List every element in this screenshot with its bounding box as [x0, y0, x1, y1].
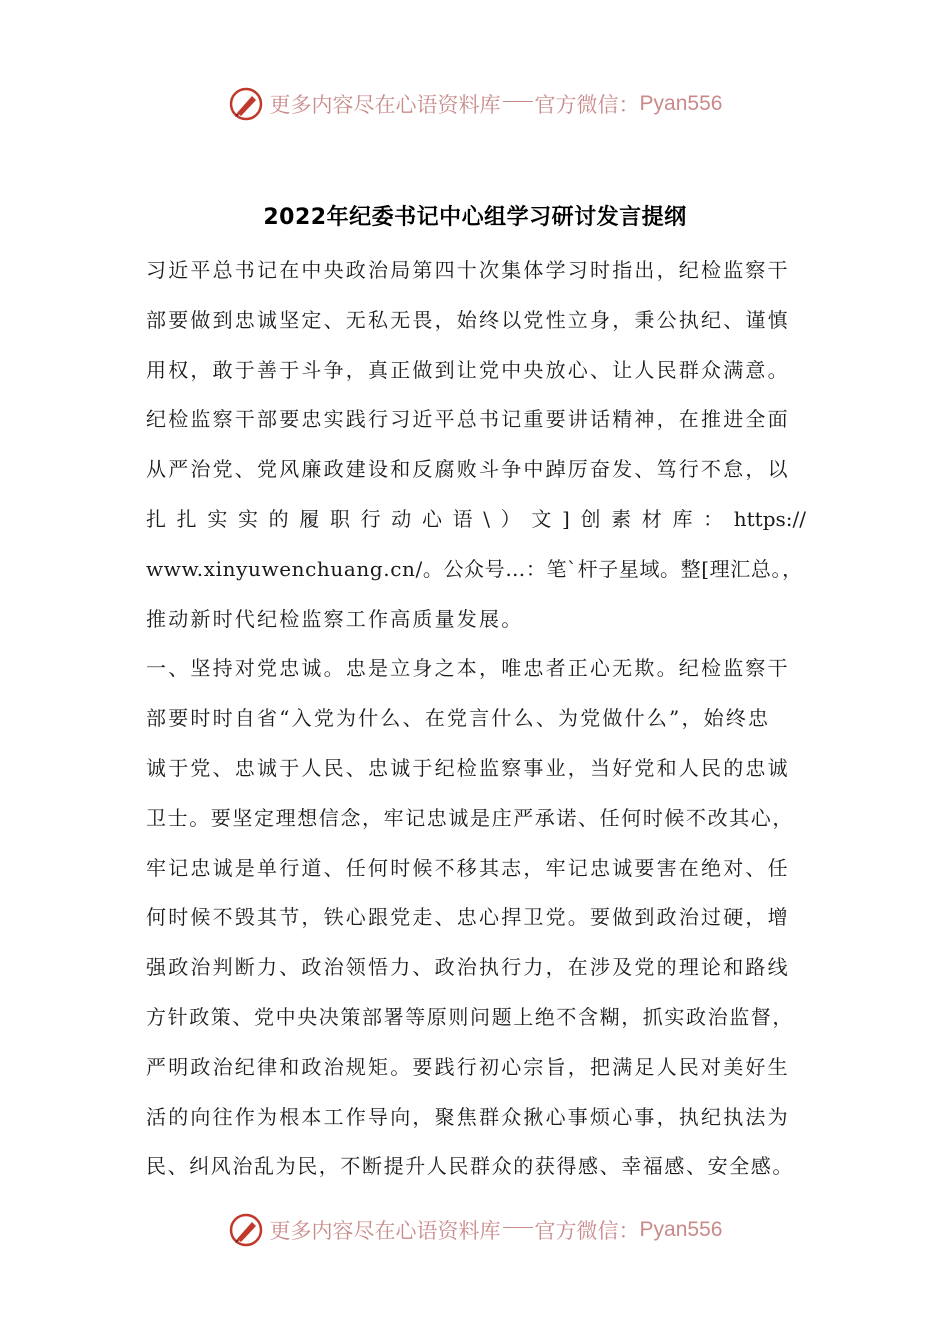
- body-line: 活的向往作为根本工作导向，聚焦群众揪心事烦心事，执纪执法为: [146, 1104, 790, 1129]
- body-line: 一、坚持对党忠诚。忠是立身之本，唯忠者正心无欺。纪检监察干: [146, 656, 790, 681]
- watermark-contact-id: Pyan556: [639, 92, 723, 115]
- watermark-text: 更多内容尽在心语资料库: [269, 1219, 501, 1243]
- body-line: 从严治党、党风廉政建设和反腐败斗争中踔厉奋发、笃行不怠，以: [146, 457, 790, 482]
- header-watermark: [0, 80, 950, 128]
- body-line: 牢记忠诚是单行道、任何时候不移其志，牢记忠诚要害在绝对、任: [146, 855, 790, 880]
- body-line: 纪检监察干部要忠实践行习近平总书记重要讲话精神，在推进全面: [146, 407, 790, 432]
- body-line: 严明政治纪律和政治规矩。要践行初心宗旨，把满足人民对美好生: [146, 1054, 790, 1079]
- watermark-dash: [503, 101, 533, 102]
- body-line: 卫士。要坚定理想信念，牢记忠诚是庄严承诺、任何时候不改其心，: [146, 805, 794, 830]
- watermark-contact-id: Pyan556: [639, 1218, 723, 1241]
- body-line: 推动新时代纪检监察工作高质量发展。: [146, 606, 524, 631]
- body-line-spaced: 扎扎实实的履职行动心语\）文]创素材库：https://: [146, 506, 806, 531]
- document-title: 2022年纪委书记中心组学习研讨发言提纲: [263, 205, 687, 230]
- body-line: 用权，敢于善于斗争，真正做到让党中央放心、让人民群众满意。: [146, 357, 790, 382]
- document-body: [146, 246, 806, 1192]
- body-line: 部要做到忠诚坚定、无私无畏，始终以党性立身，秉公执纪、谨慎: [146, 307, 790, 332]
- watermark-text: 更多内容尽在心语资料库: [269, 93, 501, 117]
- watermark-contact-label: 官方微信：: [534, 1219, 640, 1243]
- pen-logo-icon: [228, 1212, 264, 1248]
- body-line: 部要时时自省“入党为什么、在党言什么、为党做什么”，始终忠: [146, 706, 771, 731]
- pen-logo-icon: [228, 86, 264, 122]
- body-line: 民、纠风治乱为民，不断提升人民群众的获得感、幸福感、安全感。: [146, 1154, 794, 1179]
- body-line: 何时候不毁其节，铁心跟党走、忠心捍卫党。要做到政治过硬，增: [146, 905, 790, 930]
- watermark-contact-label: 官方微信：: [534, 93, 640, 117]
- body-line: 方针政策、党中央决策部署等原则问题上绝不含糊，抓实政治监督，: [146, 1004, 794, 1029]
- body-line: 习近平总书记在中央政治局第四十次集体学习时指出，纪检监察干: [146, 258, 790, 282]
- footer-watermark: [0, 1206, 950, 1254]
- body-line: 强政治判断力、政治领悟力、政治执行力，在涉及党的理论和路线: [146, 955, 790, 980]
- body-line: 诚于党、忠诚于人民、忠诚于纪检监察事业，当好党和人民的忠诚: [146, 755, 790, 780]
- body-line-url: www.xinyuwenchuang.cn/。公众号…：笔`杆子星域。整[理汇总。，: [146, 556, 803, 581]
- watermark-dash: [503, 1227, 533, 1228]
